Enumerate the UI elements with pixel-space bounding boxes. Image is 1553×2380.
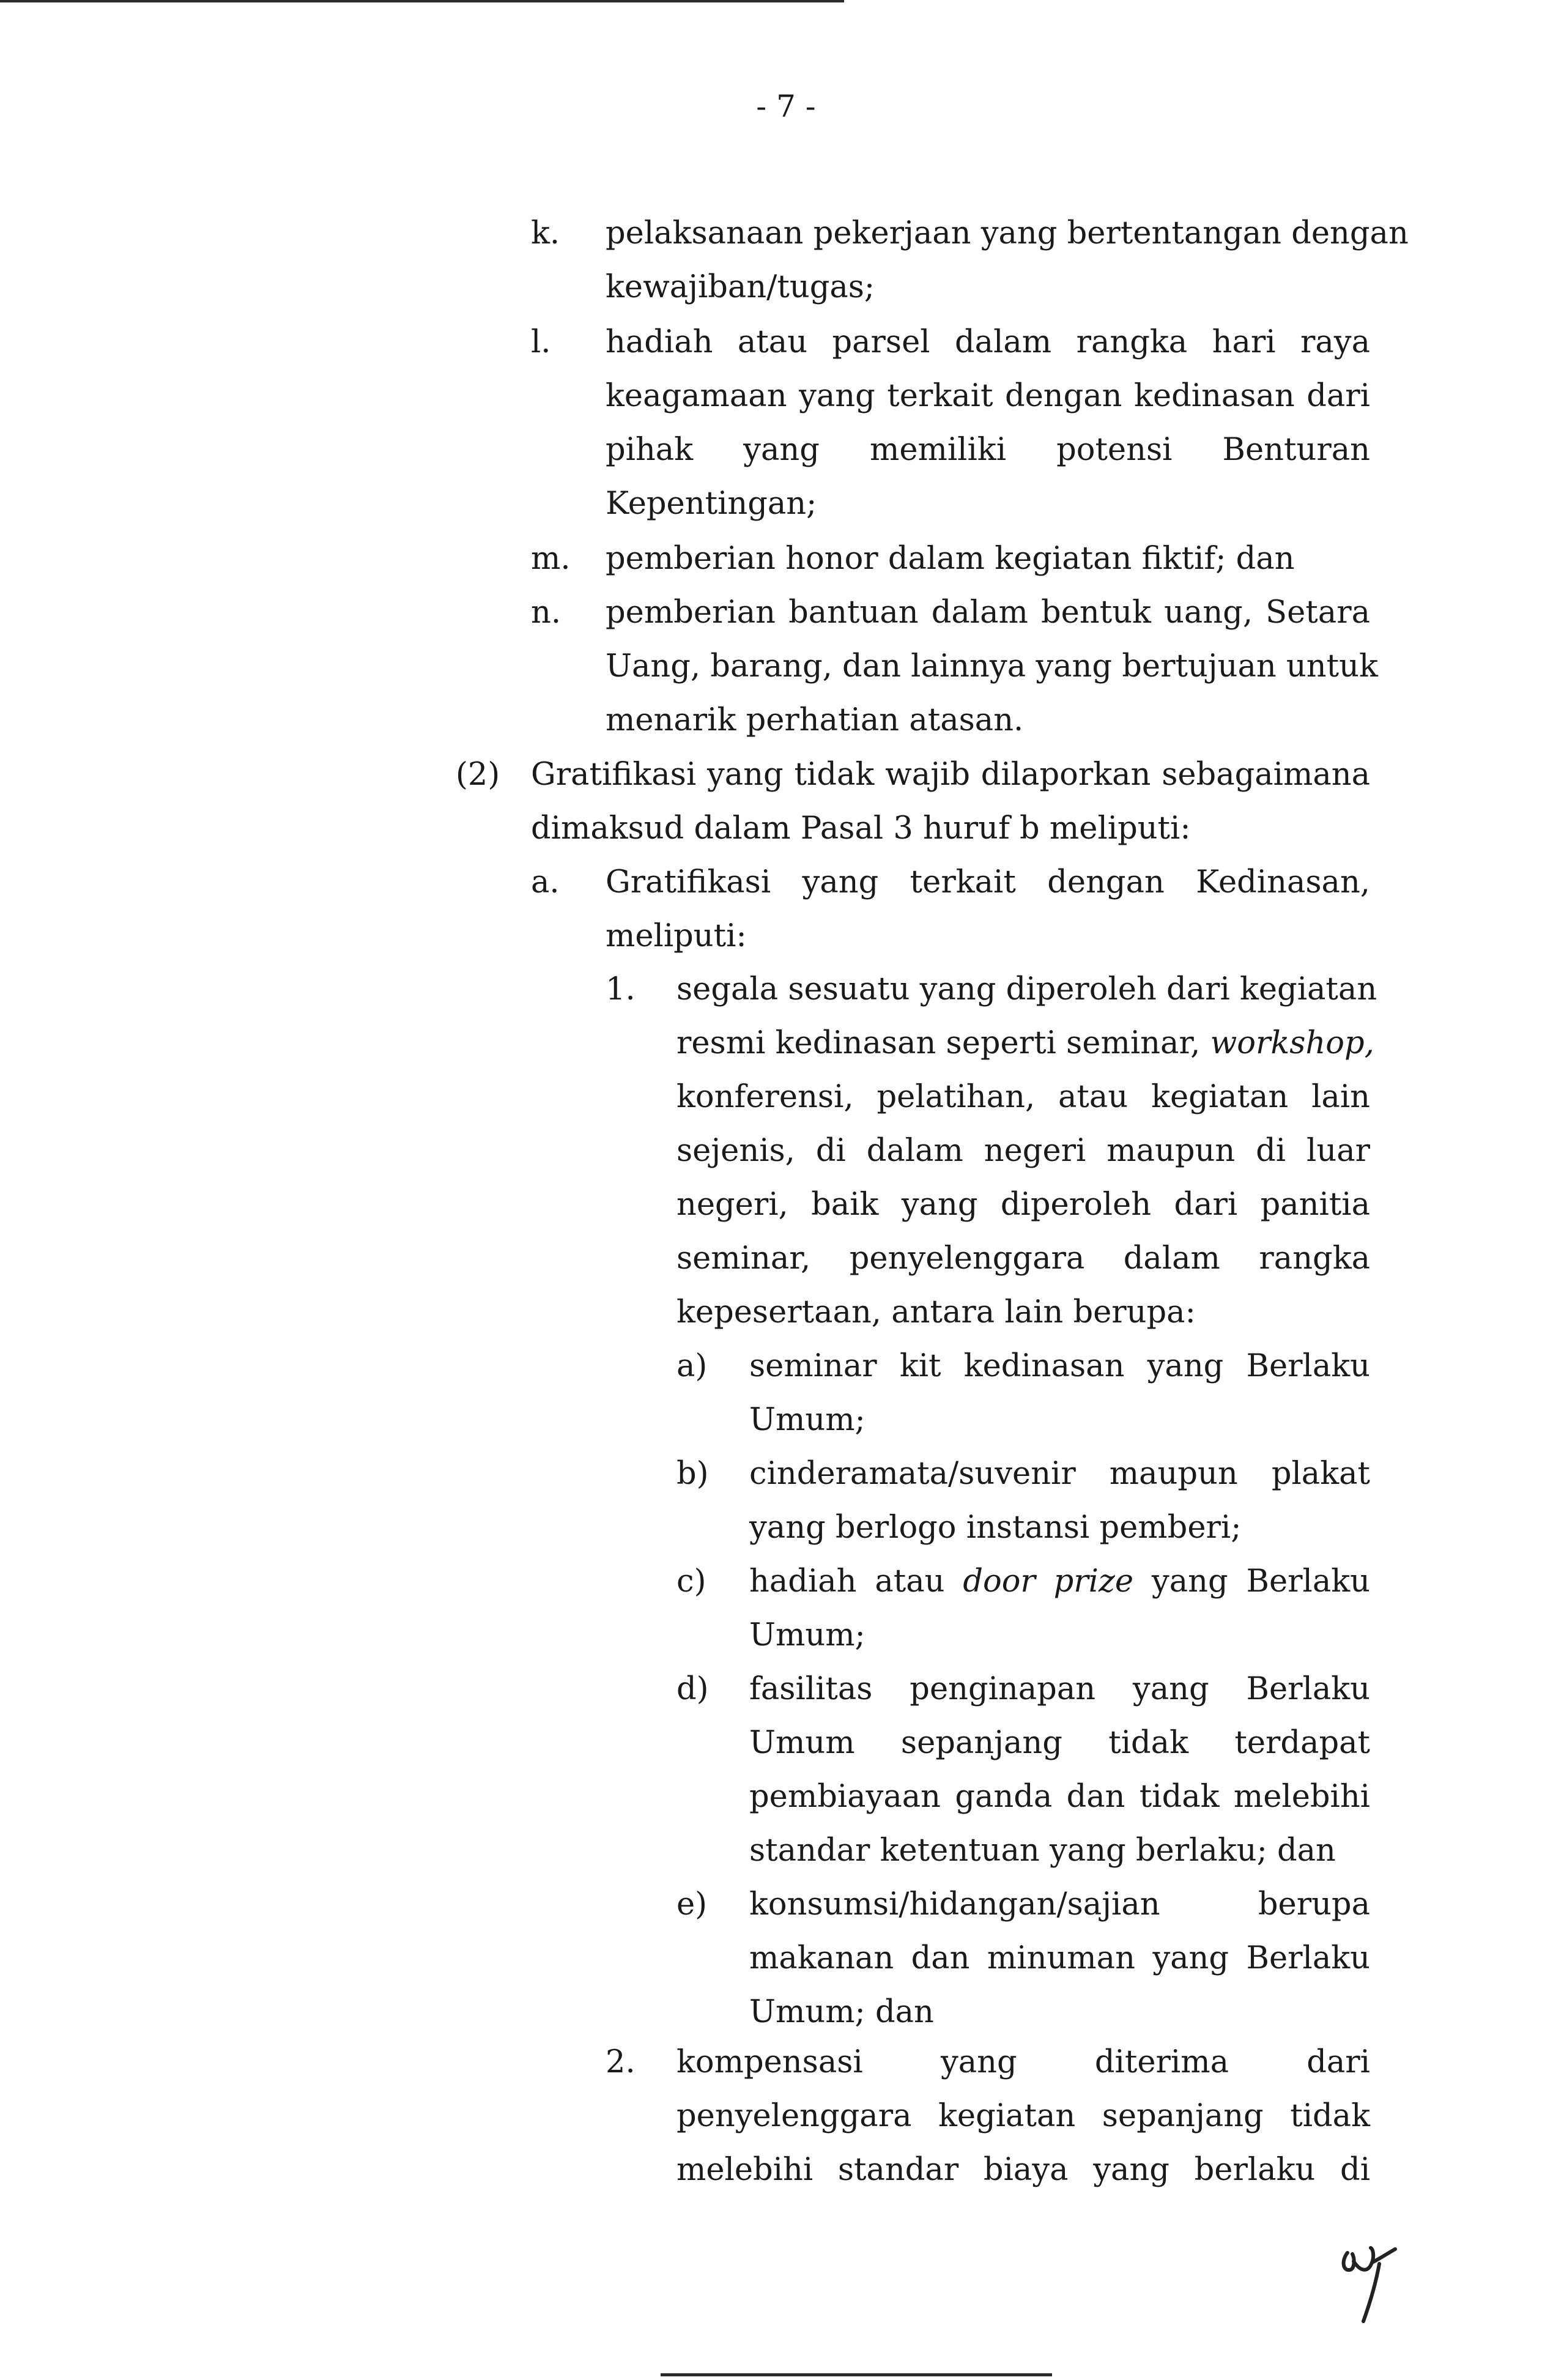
page-number: - 7 - — [756, 89, 816, 124]
scan-edge-top — [0, 0, 844, 2]
item-n-line: pemberian bantuan dalam bentuk uang, Setara — [606, 595, 1370, 631]
item-l-line: Kepentingan; — [606, 486, 817, 522]
sub-c-line: Umum; — [749, 1617, 865, 1653]
item-l-text — [606, 316, 1370, 531]
item-l-line: hadiah atau parsel dalam rangka hari raya — [606, 324, 1370, 360]
item-k-line: kewajiban/tugas; — [606, 269, 875, 305]
item-a-text — [606, 856, 1370, 963]
ayat-2-text — [531, 748, 1370, 856]
item-l-marker: l. — [531, 324, 551, 360]
scan-edge-bottom — [661, 2373, 1052, 2376]
item-l-line: keagamaan yang terkait dengan kedinasan dari — [606, 378, 1370, 414]
item-a1-marker: 1. — [606, 971, 636, 1007]
item-n-line: Uang, barang, dan lainnya yang bertujuan untuk — [606, 648, 1378, 684]
sub-e-text — [749, 1878, 1370, 2039]
sub-c-line — [749, 1555, 1370, 1609]
sub-d-line: fasilitas penginapan yang Berlaku — [749, 1671, 1370, 1707]
sub-e-line: makanan dan minuman yang Berlaku — [749, 1940, 1370, 1976]
sub-a-line: seminar kit kedinasan yang Berlaku — [749, 1348, 1370, 1384]
item-a1-line: sejenis, di dalam negeri maupun di luar — [676, 1133, 1370, 1169]
item-a2-line: kompensasi yang diterima dari — [676, 2044, 1370, 2080]
item-a1-line: negeri, baik yang diperoleh dari panitia — [676, 1187, 1370, 1223]
signature-initial — [1336, 2236, 1404, 2330]
ayat-2-line: Gratifikasi yang tidak wajib dilaporkan sebagaimana — [531, 757, 1370, 793]
item-a2-marker: 2. — [606, 2044, 636, 2080]
item-m-line: pemberian honor dalam kegiatan fiktif; dan — [606, 541, 1295, 577]
item-a1-line — [676, 1017, 1374, 1070]
sub-d-marker: d) — [676, 1671, 709, 1707]
sub-e-line: konsumsi/hidangan/sajian berupa — [749, 1886, 1370, 1922]
item-n-line: menarik perhatian atasan. — [606, 702, 1024, 738]
item-l-line: pihak yang memiliki potensi Benturan — [606, 432, 1370, 468]
sub-e-line: Umum; dan — [749, 1994, 934, 2030]
sub-c-italic-term: door prize — [963, 1563, 1134, 1600]
sub-c-line-text: hadiah atau — [749, 1563, 963, 1600]
sub-d-line: Umum sepanjang tidak terdapat — [749, 1725, 1370, 1761]
sub-b-line: cinderamata/suvenir maupun plakat — [749, 1456, 1370, 1492]
item-a-marker: a. — [531, 864, 560, 900]
item-a2-line: melebihi standar biaya yang berlaku di — [676, 2152, 1370, 2188]
item-k-line: pelaksanaan pekerjaan yang bertentangan dengan — [606, 215, 1409, 251]
ayat-2-marker: (2) — [456, 757, 500, 793]
item-m-text — [606, 532, 1370, 586]
sub-b-text — [749, 1447, 1370, 1555]
item-a1-line: segala sesuatu yang diperoleh dari kegiatan — [676, 971, 1377, 1007]
item-m-marker: m. — [531, 541, 571, 577]
sub-c-text — [749, 1555, 1370, 1663]
sub-c-marker: c) — [676, 1563, 706, 1600]
sub-d-text — [749, 1663, 1370, 1878]
item-a-line: Gratifikasi yang terkait dengan Kedinasan, — [606, 864, 1370, 900]
item-k-text — [606, 207, 1409, 314]
item-a2-line: penyelenggara kegiatan sepanjang tidak — [676, 2098, 1370, 2134]
ayat-2-line: dimaksud dalam Pasal 3 huruf b meliputi: — [531, 810, 1191, 847]
sub-c-line-text: yang Berlaku — [1133, 1563, 1370, 1600]
sub-b-line: yang berlogo instansi pemberi; — [749, 1510, 1242, 1546]
item-a1-text — [676, 963, 1377, 1340]
sub-d-line: pembiayaan ganda dan tidak melebihi — [749, 1779, 1370, 1815]
item-n-marker: n. — [531, 595, 562, 631]
sub-d-line: standar ketentuan yang berlaku; dan — [749, 1833, 1336, 1869]
item-a1-line: konferensi, pelatihan, atau kegiatan lain — [676, 1079, 1370, 1115]
item-k-marker: k. — [531, 215, 560, 251]
signature-initial-drawing — [1336, 2236, 1404, 2327]
sub-a-line: Umum; — [749, 1402, 865, 1438]
item-a1-line-text: resmi kedinasan seperti seminar, — [676, 1025, 1210, 1061]
sub-b-marker: b) — [676, 1456, 709, 1492]
item-a2-text — [676, 2036, 1370, 2197]
sub-a-marker: a) — [676, 1348, 708, 1384]
sub-e-marker: e) — [676, 1886, 708, 1922]
item-a-line: meliputi: — [606, 918, 747, 954]
item-a1-line: kepesertaan, antara lain berupa: — [676, 1294, 1196, 1330]
item-a1-italic-term: workshop, — [1210, 1025, 1374, 1061]
sub-a-text — [749, 1340, 1370, 1447]
item-n-text — [606, 586, 1378, 747]
item-a1-line: seminar, penyelenggara dalam rangka — [676, 1240, 1370, 1277]
